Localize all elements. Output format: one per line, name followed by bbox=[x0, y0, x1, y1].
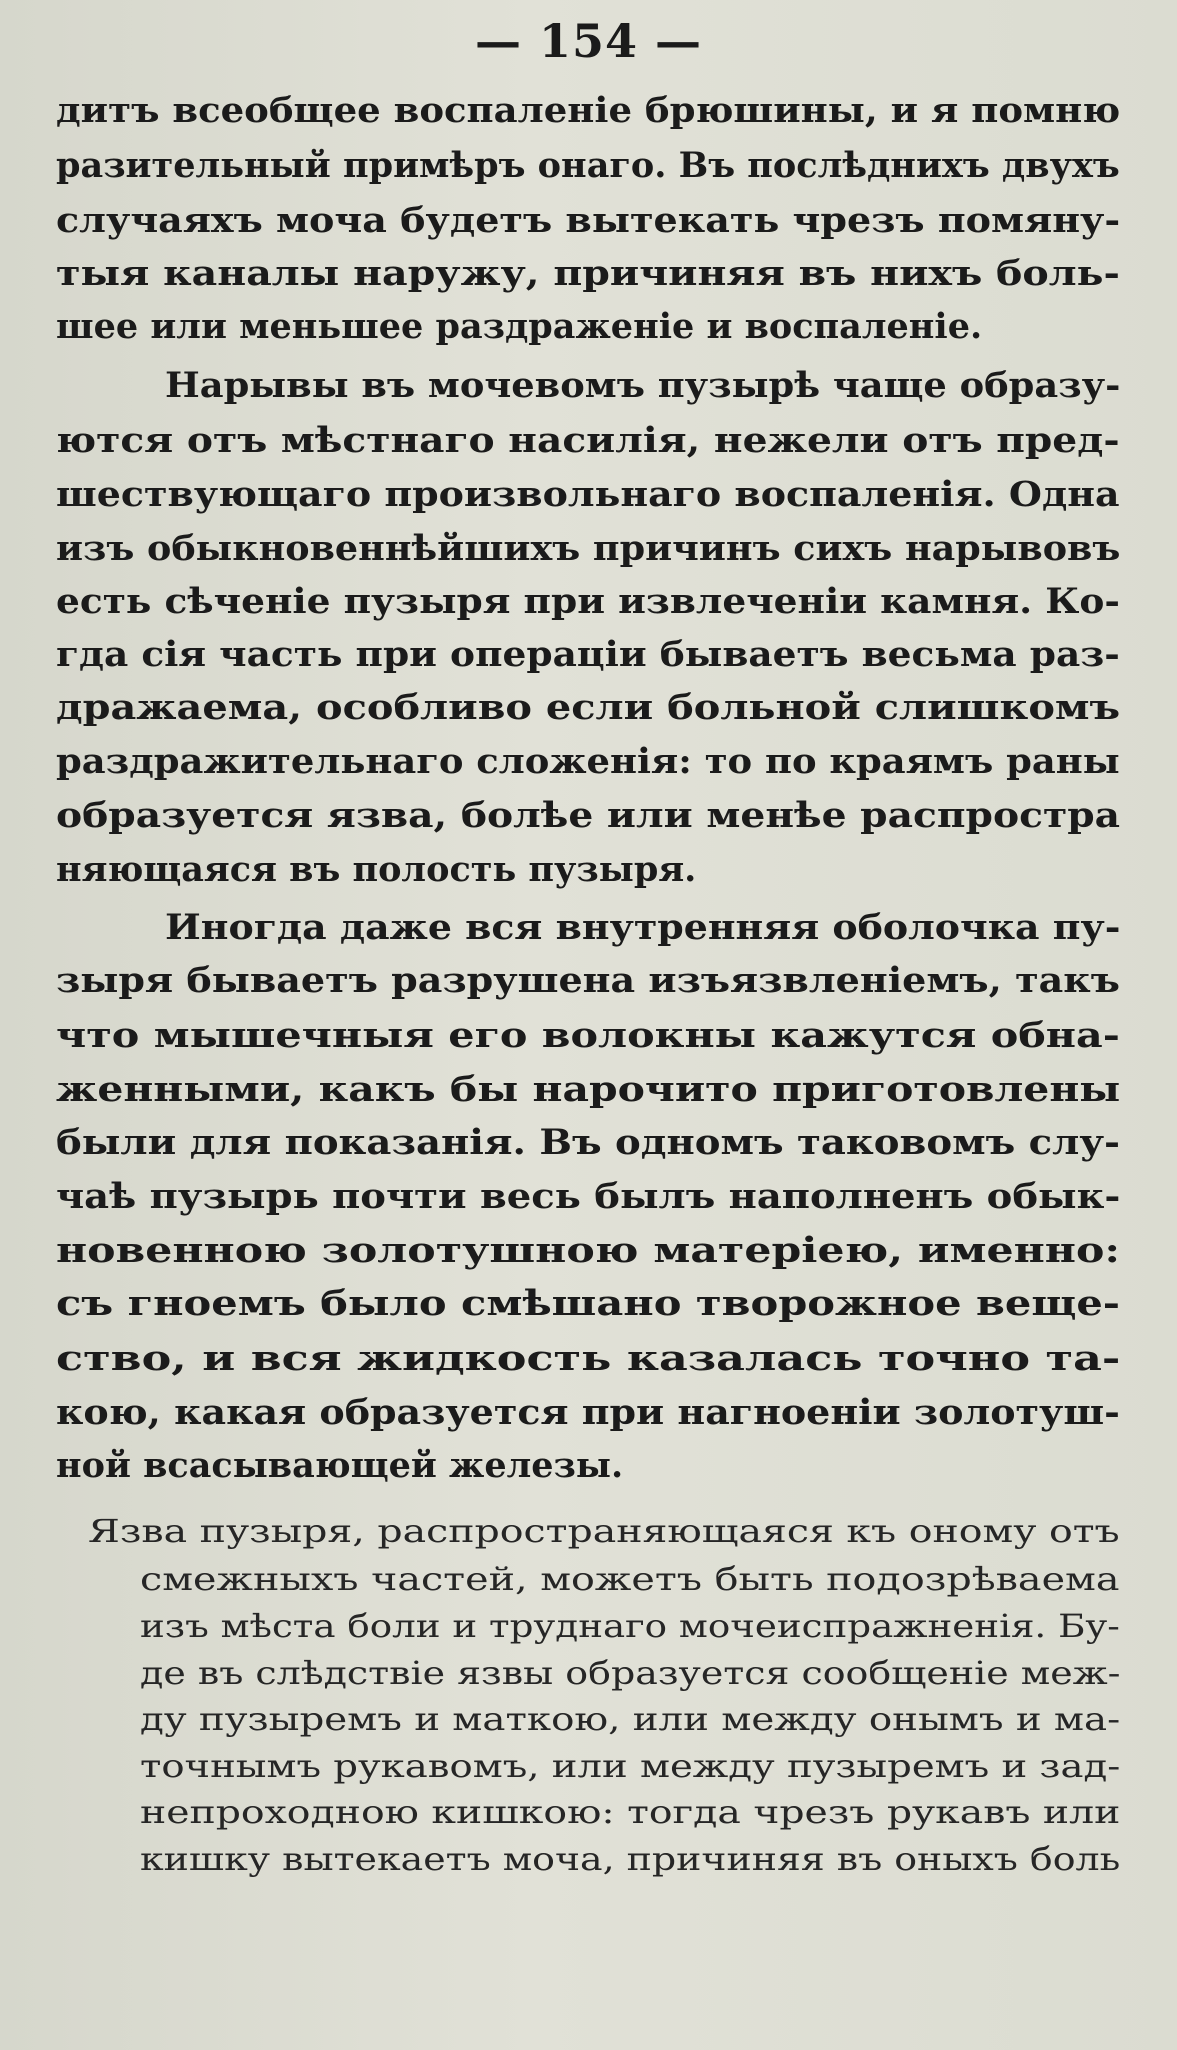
text-line: ются отъ мѣстнаго насилія, нежели отъ пред- bbox=[56, 420, 1120, 461]
text-line: Иногда даже вся внутренняя оболочка пу- bbox=[165, 907, 1121, 948]
text-line: что мышечныя его волокны кажутся обна- bbox=[56, 1015, 1120, 1056]
text-line: есть сѣченіе пузыря при извлеченіи камня. Ко- bbox=[56, 581, 1120, 622]
text-line: кою, какая образуется при нагноеніи золотуш- bbox=[56, 1392, 1120, 1433]
note-line: Язва пузыря, распространяющаяся къ оному отъ bbox=[88, 1512, 1120, 1550]
text-line: ной всасывающей железы. bbox=[56, 1445, 624, 1486]
note-line: изъ мѣста боли и труднаго мочеиспражненія. Бу- bbox=[140, 1607, 1120, 1645]
text-line: няющаяся въ полость пузыря. bbox=[56, 849, 697, 890]
text-line: чаѣ пузырь почти весь былъ наполненъ обык- bbox=[56, 1176, 1121, 1217]
text-line: гда сія часть при операціи бываетъ весьма раз- bbox=[56, 634, 1120, 675]
note-line: непроходною кишкою: тогда чрезъ рукавъ или bbox=[140, 1793, 1121, 1831]
text-line: изъ обыкновеннѣйшихъ причинъ сихъ нарывовъ bbox=[56, 528, 1121, 569]
text-line: образуется язва, болѣе или менѣе распростра bbox=[56, 795, 1121, 836]
text-line: были для показанія. Въ одномъ таковомъ слу- bbox=[56, 1122, 1121, 1163]
note-line: смежныхъ частей, можетъ быть подозрѣваема bbox=[140, 1560, 1120, 1598]
note-line: точнымъ рукавомъ, или между пузыремъ и зад- bbox=[140, 1747, 1121, 1785]
text-line: женными, какъ бы нарочито приготовлены bbox=[56, 1069, 1121, 1110]
text-line: ство, и вся жидкость казалась точно та- bbox=[56, 1338, 1121, 1379]
text-line: раздражительнаго сложенія: то по краямъ раны bbox=[56, 741, 1120, 782]
text-line: случаяхъ моча будетъ вытекать чрезъ помяну- bbox=[56, 200, 1121, 241]
text-line: дитъ всеобщее воспаленіе брюшины, и я помню bbox=[56, 90, 1121, 131]
text-line: тыя каналы наружу, причиняя въ нихъ боль- bbox=[56, 253, 1120, 294]
text-line: дражаема, особливо если больной слишкомъ bbox=[56, 687, 1121, 728]
text-line: шее или меньшее раздраженіе и воспаленіе. bbox=[56, 306, 983, 347]
text-line: Нарывы въ мочевомъ пузырѣ чаще образу- bbox=[165, 365, 1121, 406]
text-line: зыря бываетъ разрушена изъязвленіемъ, такъ bbox=[56, 960, 1120, 1001]
text-line: новенною золотушною матеріею, именно: bbox=[56, 1230, 1121, 1271]
note-line: кишку вытекаетъ моча, причиняя въ оныхъ боль bbox=[140, 1840, 1121, 1878]
text-line: съ гноемъ было смѣшано творожное веще- bbox=[56, 1283, 1121, 1324]
text-line: разительный примѣръ онаго. Въ послѣднихъ двухъ bbox=[56, 145, 1120, 186]
note-line: де въ слѣдствіе язвы образуется сообщеніе меж- bbox=[140, 1654, 1121, 1692]
page-number: — 154 — bbox=[474, 14, 703, 68]
note-line: ду пузыремъ и маткою, или между онымъ и ма- bbox=[140, 1700, 1121, 1738]
text-line: шествующаго произвольнаго воспаленія. Одна bbox=[56, 474, 1120, 515]
